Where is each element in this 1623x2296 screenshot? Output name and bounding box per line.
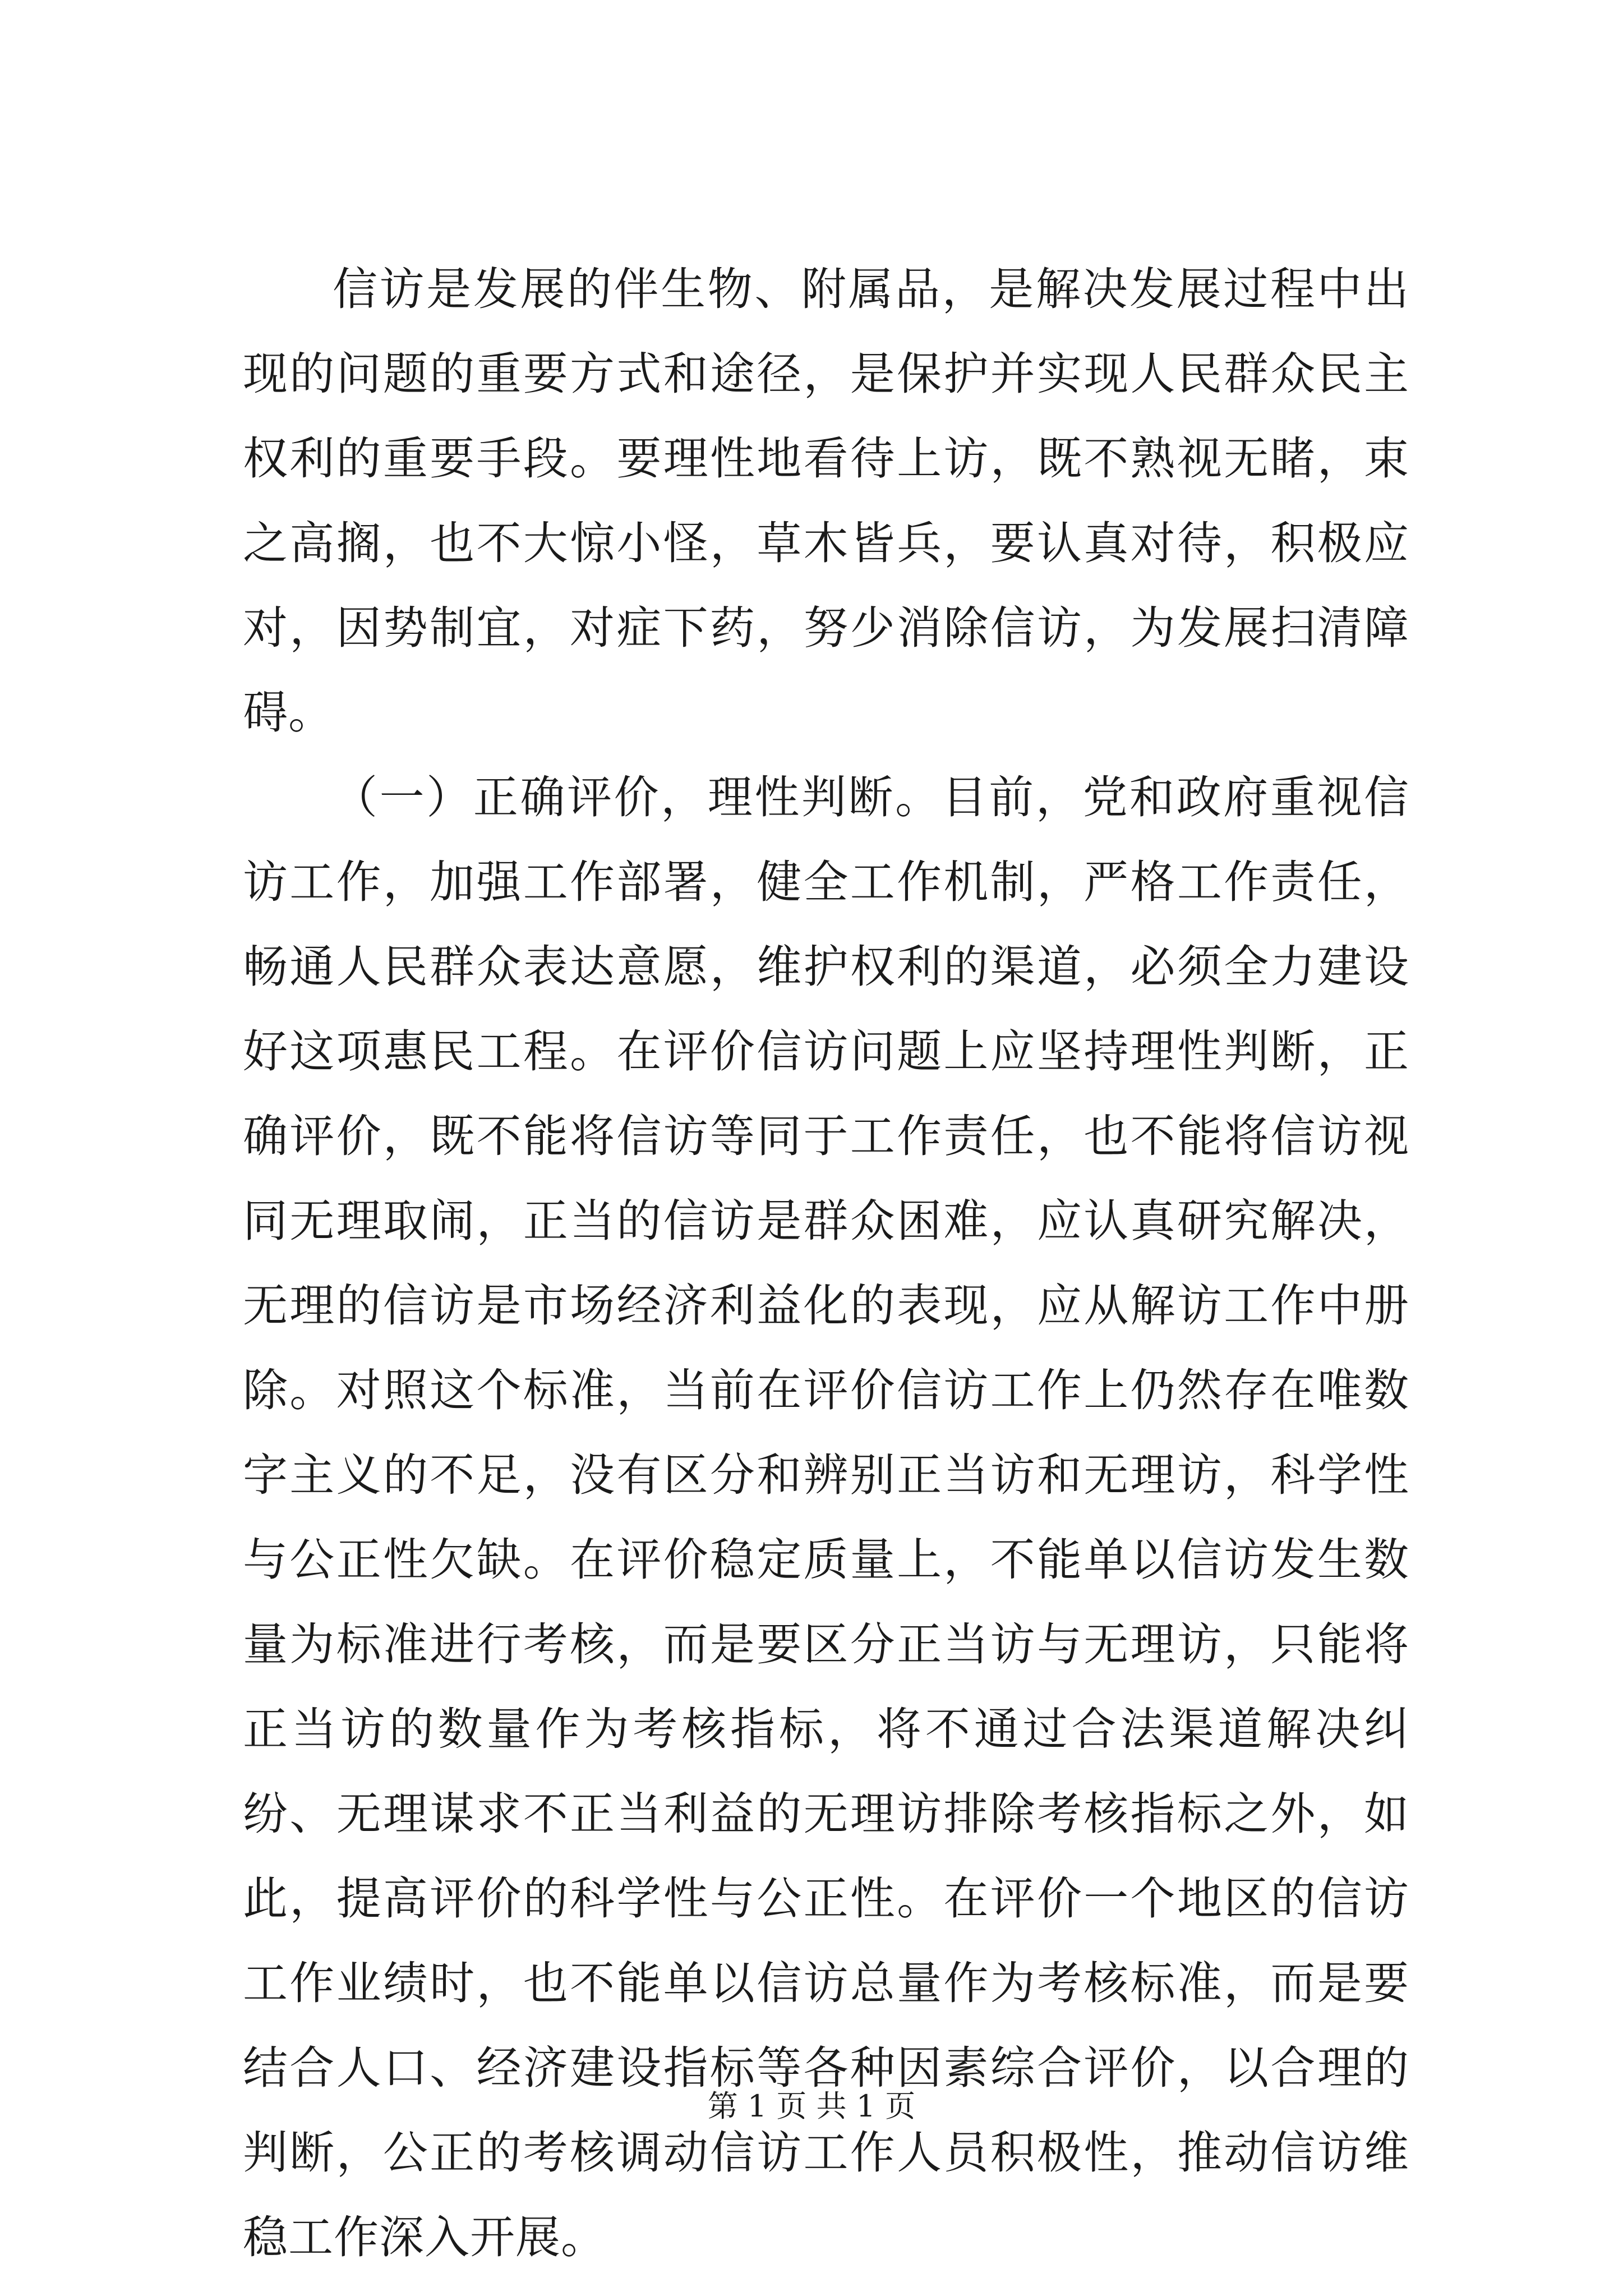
paragraph-intro: 信访是发展的伴生物、附属品，是解决发展过程中出现的问题的重要方式和途径，是保护并实现人民群众民主权利的重要手段。要理性地看待上访，既不熟视无睹，束之高搁，也不大惊小怪，草木皆兵，要认真对待，积极应对，因势制宜，对症下药，努少消除信访，为发展扫清障碍。	[243, 263, 1409, 739]
document-body	[243, 247, 1409, 2280]
page-footer: 第 1 页 共 1 页	[707, 2088, 916, 2124]
paragraph-section-1: （一）正确评价，理性判断。目前，党和政府重视信访工作，加强工作部署，健全工作机制，严格工作责任，畅通人民群众表达意愿，维护权利的渠道，必须全力建设好这项惠民工程。在评价信访问题上应坚持理性判断，正确评价，既不能将信访等同于工作责任，也不能将信访视同无理取闹，正当的信访是群众困难，应认真研究解决，无理的信访是市场经济利益化的表现，应从解访工作中册除。对照这个标准，当前在评价信访工作上仍然存在唯数字主义的不足，没有区分和辨别正当访和无理访，科学性与公正性欠缺。在评价稳定质量上，不能单以信访发生数量为标准进行考核，而是要区分正当访与无理访，只能将正当访的数量作为考核指标，将不通过合法渠道解决纠纷、无理谋求不正当利益的无理访排除考核指标之外，如此，提高评价的科学性与公正性。在评价一个地区的信访工作业绩时，也不能单以信访总量作为考核标准，而是要结合人口、经济建设指标等各种因素综合评价，以合理的判断，公正的考核调动信访工作人员积极性，推动信访维稳工作深入开展。	[243, 771, 1409, 2263]
